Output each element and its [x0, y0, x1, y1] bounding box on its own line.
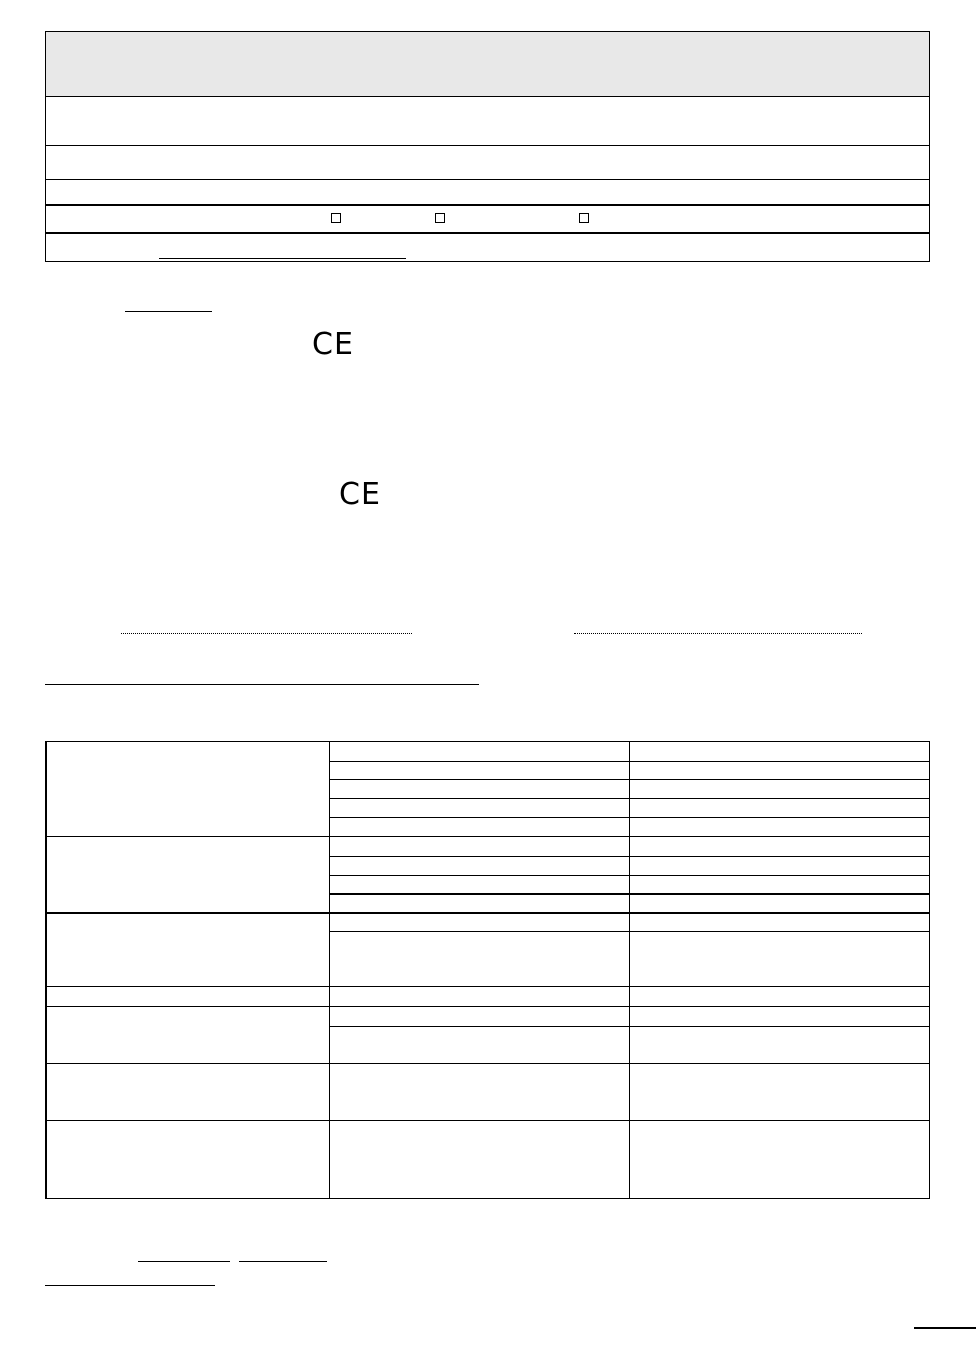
signature-line-right[interactable]: [574, 633, 862, 634]
footer-underline-field-1[interactable]: [138, 1261, 230, 1262]
header-underline-field[interactable]: [159, 258, 406, 259]
header-title-row: [46, 32, 929, 97]
table-subrow-separator: [329, 779, 929, 780]
header-row-1: [46, 97, 929, 146]
table-subrow-separator: [329, 856, 929, 857]
table-row-separator: [47, 1006, 929, 1007]
table-subrow-separator: [329, 817, 929, 818]
header-row-2: [46, 146, 929, 180]
table-row-separator: [47, 836, 929, 837]
header-form-table: [45, 31, 930, 262]
table-row-separator: [47, 1120, 929, 1121]
header-row-3: [46, 180, 929, 206]
table-subrow-separator: [329, 761, 929, 762]
data-table: [45, 741, 930, 1199]
footer-underline-field-3[interactable]: [45, 1285, 215, 1286]
checkbox-1[interactable]: [331, 213, 341, 223]
column-divider-1: [329, 742, 330, 1198]
table-subrow-separator: [329, 1026, 929, 1027]
section-heading-underline: [45, 684, 479, 685]
table-subrow-separator: [329, 875, 929, 876]
table-subrow-separator: [329, 931, 929, 932]
signature-line-left[interactable]: [121, 633, 412, 634]
header-checkbox-row: [46, 206, 929, 234]
page-number-marker: [914, 1327, 976, 1329]
checkbox-2[interactable]: [435, 213, 445, 223]
table-row-separator: [47, 1063, 929, 1064]
ce-mark-icon: CE: [312, 327, 354, 362]
short-underline-field[interactable]: [125, 311, 212, 312]
column-divider-2: [629, 742, 630, 1198]
table-subrow-separator: [329, 893, 929, 895]
footer-underline-field-2[interactable]: [239, 1261, 327, 1262]
table-row-separator: [47, 912, 929, 914]
table-row-separator: [47, 986, 929, 987]
ce-mark-icon: CE: [339, 477, 381, 512]
checkbox-3[interactable]: [579, 213, 589, 223]
header-row-5: [46, 234, 929, 262]
table-subrow-separator: [329, 798, 929, 799]
